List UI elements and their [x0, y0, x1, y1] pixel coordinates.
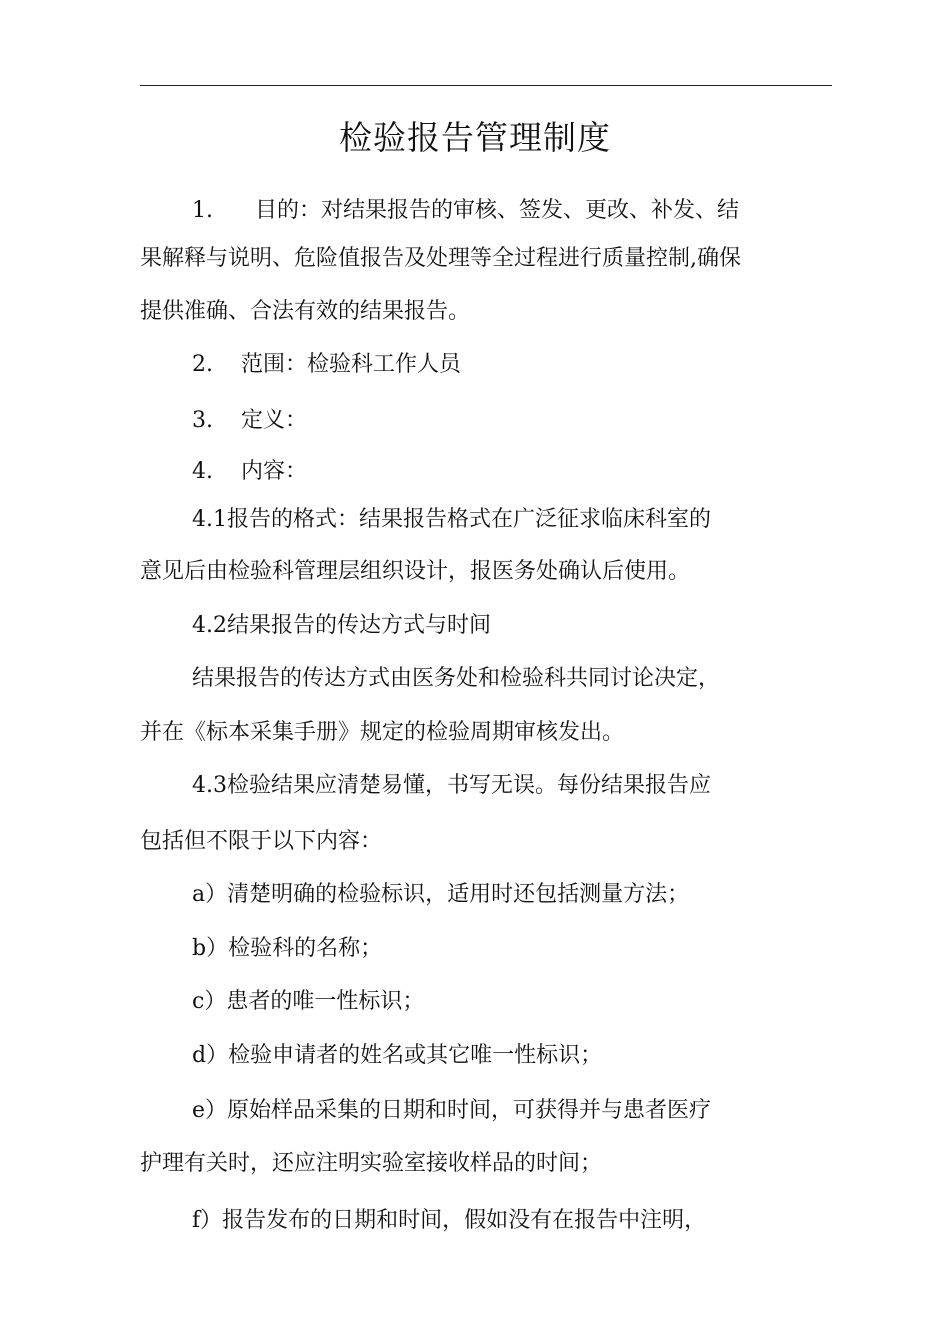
section-2-text: 范围：检验科工作人员 [241, 352, 462, 377]
section-2-number: 2. [192, 352, 213, 377]
section-2 [192, 350, 461, 380]
list-item-d: d）检验申请者的姓名或其它唯一性标识； [192, 1043, 603, 1068]
item-4-1-line-1: 4.1报告的格式：结果报告格式在广泛征求临床科室的 [192, 507, 711, 532]
list-item-e-line-1: e）原始样品采集的日期和时间，可获得并与患者医疗 [192, 1098, 712, 1123]
section-1-line-2: 果解释与说明、危险值报告及处理等全过程进行质量控制,确保 [140, 246, 741, 271]
section-3-text: 定义： [241, 408, 308, 433]
item-4-3-line-2: 包括但不限于以下内容： [140, 829, 383, 854]
section-3 [192, 406, 307, 436]
item-4-1-line-2: 意见后由检验科管理层组织设计，报医务处确认后使用。 [140, 559, 691, 584]
item-4-2-heading: 4.2结果报告的传达方式与时间 [192, 613, 491, 638]
section-4-number: 4. [192, 459, 213, 484]
header-rule [140, 85, 832, 86]
list-item-e-line-2: 护理有关时，还应注明实验室接收样品的时间； [140, 1151, 603, 1176]
list-item-f-line-1: f）报告发布的日期和时间，假如没有在报告中注明， [192, 1208, 707, 1233]
section-1-number: 1. [192, 198, 213, 223]
list-item-a: a）清楚明确的检验标识，适用时还包括测量方法； [192, 882, 690, 907]
section-4-text: 内容： [241, 459, 308, 484]
section-1-line-3: 提供准确、合法有效的结果报告。 [140, 299, 471, 324]
list-item-b: b）检验科的名称； [192, 936, 383, 961]
section-3-number: 3. [192, 408, 213, 433]
section-1-line-1 [192, 196, 739, 226]
item-4-2-line-1: 结果报告的传达方式由医务处和检验科共同讨论决定， [192, 666, 721, 691]
list-item-c: c）患者的唯一性标识； [192, 989, 425, 1014]
section-4 [192, 457, 307, 487]
section-1-text: 目的：对结果报告的审核、签发、更改、补发、结 [255, 198, 740, 223]
document-title: 检验报告管理制度 [339, 118, 611, 157]
item-4-2-line-2: 并在《标本采集手册》规定的检验周期审核发出。 [140, 720, 625, 745]
item-4-3-line-1: 4.3检验结果应清楚易懂，书写无误。每份结果报告应 [192, 773, 711, 798]
